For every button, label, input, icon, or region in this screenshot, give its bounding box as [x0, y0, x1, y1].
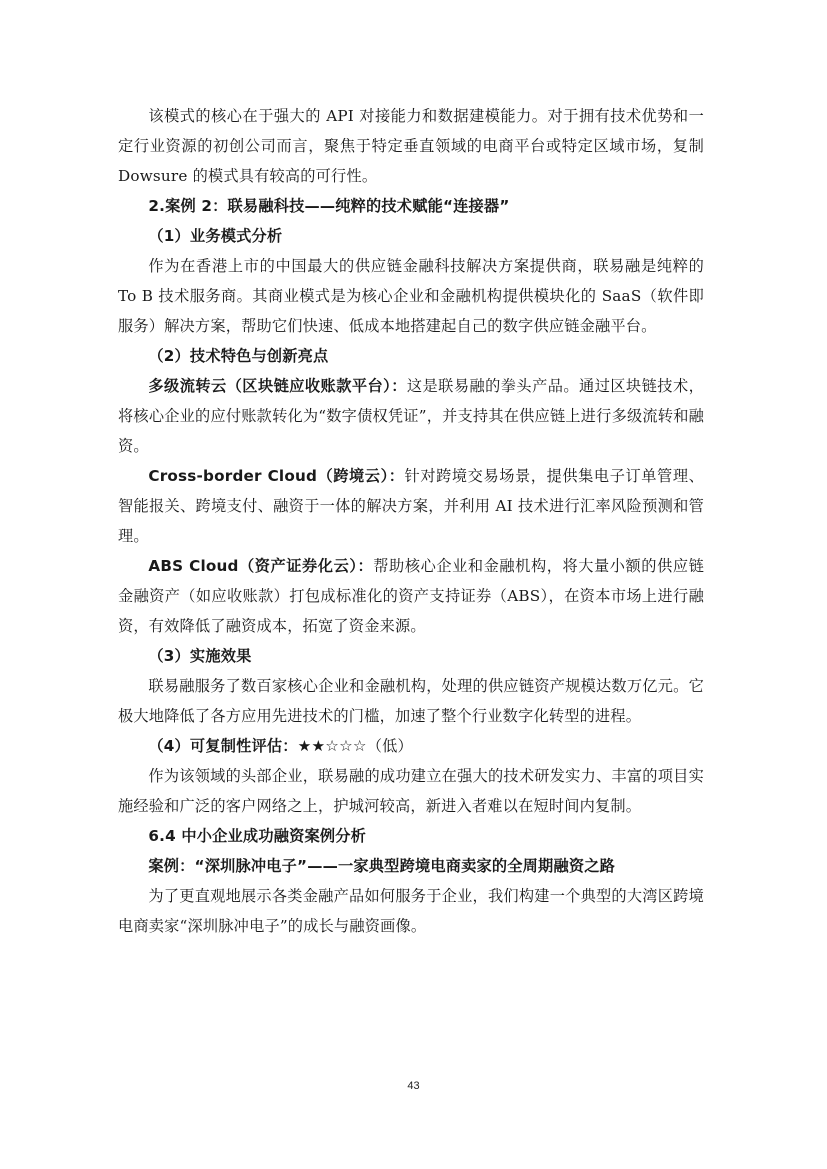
feature-item-multilevel-cloud [118, 371, 704, 461]
feature-item-abs-cloud [118, 551, 704, 641]
feature-title: ABS Cloud（资产证券化云）： [148, 557, 374, 575]
heading-replicability [118, 731, 704, 761]
feature-text: 帮助核心企业和金融机构，将大量小额的供应链金融资产（如应收账款）打包成标准化的资产支持证券（ABS），在资本市场上进行融资，有效降低了融资成本，拓宽了资金来源。 [118, 557, 704, 635]
paragraph-replicability: 作为该领域的头部企业，联易融的成功建立在强大的技术研发实力、丰富的项目实施经验和广泛的客户网络之上，护城河较高，新进入者难以在短时间内复制。 [118, 767, 704, 815]
paragraph-dowsure-summary: 该模式的核心在于强大的 API 对接能力和数据建模能力。对于拥有技术优势和一定行业资源的初创公司而言，聚焦于特定垂直领域的电商平台或特定区域市场，复制 Dowsure 的模式具有较高的可行性。 [118, 107, 704, 185]
replicability-label: （4）可复制性评估： [148, 737, 298, 755]
page-number: 43 [407, 1080, 420, 1092]
feature-title: Cross-border Cloud（跨境云）： [148, 467, 405, 485]
heading-effect: （3）实施效果 [148, 647, 252, 665]
heading-business-model: （1）业务模式分析 [148, 227, 283, 245]
heading-section-6-4: 6.4 中小企业成功融资案例分析 [148, 827, 367, 845]
heading-sme-case: 案例：“深圳脉冲电子”——一家典型跨境电商卖家的全周期融资之路 [148, 857, 615, 875]
feature-text: 这是联易融的拳头产品。通过区块链技术，将核心企业的应付账款转化为“数字债权凭证”，并支持其在供应链上进行多级流转和融资。 [118, 377, 704, 455]
feature-text: 针对跨境交易场景，提供集电子订单管理、智能报关、跨境支付、融资于一体的解决方案，并利用 AI 技术进行汇率风险预测和管理。 [118, 467, 704, 545]
heading-case-2: 2.案例 2：联易融科技——纯粹的技术赋能“连接器” [148, 197, 510, 215]
feature-title: 多级流转云（区块链应收账款平台）： [148, 377, 407, 395]
paragraph-effect: 联易融服务了数百家核心企业和金融机构，处理的供应链资产规模达数万亿元。它极大地降低了各方应用先进技术的门槛，加速了整个行业数字化转型的进程。 [118, 677, 704, 725]
document-body [118, 101, 704, 941]
replicability-level: （低） [366, 737, 413, 755]
heading-tech-features: （2）技术特色与创新亮点 [148, 347, 329, 365]
feature-item-crossborder-cloud [118, 461, 704, 551]
paragraph-sme-intro: 为了更直观地展示各类金融产品如何服务于企业，我们构建一个典型的大湾区跨境电商卖家“深圳脉冲电子”的成长与融资画像。 [118, 887, 704, 935]
star-rating: ★★☆☆☆ [297, 737, 367, 755]
paragraph-business-model: 作为在香港上市的中国最大的供应链金融科技解决方案提供商，联易融是纯粹的 To B 技术服务商。其商业模式是为核心企业和金融机构提供模块化的 SaaS（软件即服务）解决方案，帮助它们快速、低成本地搭建起自己的数字供应链金融平台。 [118, 257, 704, 335]
